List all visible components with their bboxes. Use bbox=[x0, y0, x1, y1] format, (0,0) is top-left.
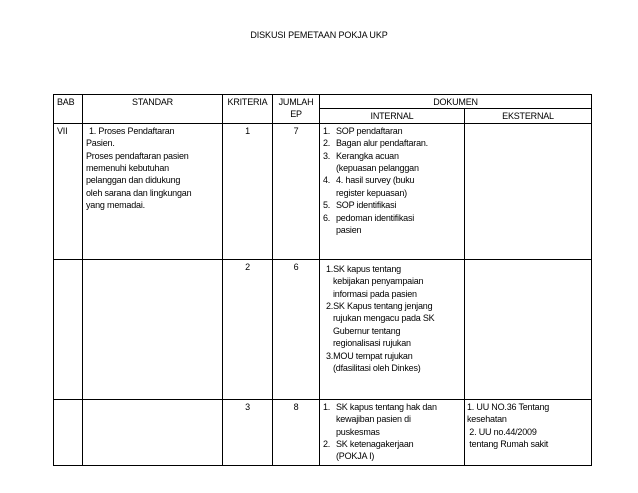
cell-jumlah-ep: 7 bbox=[273, 123, 320, 259]
internal-list bbox=[323, 401, 461, 463]
list-number: 2. bbox=[323, 138, 331, 149]
internal-line: rujukan mengacu pada SK bbox=[333, 313, 435, 324]
list-item bbox=[323, 174, 461, 199]
list-text: 4. hasil survey (buku bbox=[336, 175, 415, 186]
header-standar: STANDAR bbox=[83, 95, 223, 124]
list-number: 6. bbox=[323, 212, 331, 223]
header-bab: BAB bbox=[54, 95, 83, 124]
list-text: SK kapus tentang hak dan bbox=[336, 401, 437, 412]
internal-list bbox=[323, 125, 461, 237]
table-row bbox=[54, 123, 592, 259]
cell-eksternal bbox=[465, 399, 592, 465]
list-text: puskesmas bbox=[336, 426, 380, 437]
header-internal: INTERNAL bbox=[320, 109, 465, 123]
pokja-table bbox=[53, 94, 592, 466]
list-item bbox=[323, 125, 461, 137]
list-number: 5. bbox=[323, 200, 331, 211]
internal-line: Gubernur tentang bbox=[333, 325, 401, 336]
eksternal-line: kesehatan bbox=[467, 414, 507, 425]
cell-standar bbox=[83, 123, 223, 259]
cell-kriteria: 1 bbox=[223, 123, 273, 259]
cell-bab bbox=[54, 259, 83, 399]
cell-internal bbox=[320, 259, 465, 399]
cell-jumlah-ep: 8 bbox=[273, 399, 320, 465]
standar-line: oleh sarana dan lingkungan bbox=[86, 187, 192, 198]
eksternal-line: tentang Rumah sakit bbox=[467, 439, 549, 450]
list-text: pedoman identifikasi bbox=[336, 212, 415, 223]
eksternal-line: 2. UU no.44/2009 bbox=[467, 426, 537, 437]
list-text: Kerangka acuan bbox=[336, 150, 399, 161]
list-text: pasien bbox=[336, 225, 362, 236]
cell-bab: VII bbox=[54, 123, 83, 259]
standar-line: Proses pendaftaran pasien bbox=[86, 150, 189, 161]
cell-eksternal bbox=[465, 123, 592, 259]
header-eksternal: EKSTERNAL bbox=[465, 109, 592, 123]
internal-line: informasi pada pasien bbox=[333, 288, 417, 299]
header-jumlah-line2: EP bbox=[290, 109, 302, 120]
document-title: DISKUSI PEMETAAN POKJA UKP bbox=[250, 30, 388, 40]
list-number: 2. bbox=[323, 439, 331, 450]
list-text: (kepuasan pelanggan bbox=[336, 163, 419, 174]
standar-line: pelanggan dan didukung bbox=[86, 175, 181, 186]
list-text: SK ketenagakerjaan bbox=[336, 439, 414, 450]
list-item bbox=[323, 438, 461, 463]
header-dokumen: DOKUMEN bbox=[320, 95, 592, 109]
header-kriteria: KRITERIA bbox=[223, 95, 273, 124]
header-jumlah-ep bbox=[273, 95, 320, 124]
list-text: SOP pendaftaran bbox=[336, 125, 403, 136]
cell-kriteria: 3 bbox=[223, 399, 273, 465]
internal-line: regionalisasi rujukan bbox=[333, 338, 411, 349]
cell-eksternal bbox=[465, 259, 592, 399]
list-text: (POKJA I) bbox=[336, 451, 375, 462]
table-row bbox=[54, 259, 592, 399]
cell-bab bbox=[54, 399, 83, 465]
table-row bbox=[54, 399, 592, 465]
list-number: 1. bbox=[323, 401, 331, 412]
cell-internal bbox=[320, 123, 465, 259]
list-item bbox=[323, 150, 461, 175]
eksternal-line: 1. UU NO.36 Tentang bbox=[467, 401, 550, 412]
list-item bbox=[323, 212, 461, 237]
list-number: 4. bbox=[323, 175, 331, 186]
standar-line: 1. Proses Pendaftaran bbox=[89, 125, 175, 136]
cell-jumlah-ep: 6 bbox=[273, 259, 320, 399]
standar-line: memenuhi kebutuhan bbox=[86, 163, 169, 174]
cell-standar bbox=[83, 259, 223, 399]
header-row-1 bbox=[54, 95, 592, 109]
list-item bbox=[323, 199, 461, 211]
list-text: Bagan alur pendaftaran. bbox=[336, 138, 428, 149]
list-text: kewajiban pasien di bbox=[336, 414, 411, 425]
internal-line: 2.SK Kapus tentang jenjang bbox=[326, 301, 433, 312]
standar-line: yang memadai. bbox=[86, 200, 145, 211]
list-text: register kepuasan) bbox=[336, 187, 407, 198]
list-text: SOP identifikasi bbox=[336, 200, 397, 211]
internal-line: 3.MOU tempat rujukan bbox=[326, 350, 413, 361]
cell-standar bbox=[83, 399, 223, 465]
cell-kriteria: 2 bbox=[223, 259, 273, 399]
list-number: 1. bbox=[323, 125, 331, 136]
list-item bbox=[323, 137, 461, 149]
internal-line: kebijakan penyampaian bbox=[333, 276, 424, 287]
cell-internal bbox=[320, 399, 465, 465]
list-number: 3. bbox=[323, 150, 331, 161]
standar-line: Pasien. bbox=[86, 138, 115, 149]
list-item bbox=[323, 401, 461, 438]
header-jumlah-line1: JUMLAH bbox=[278, 97, 314, 107]
internal-line: 1.SK kapus tentang bbox=[326, 263, 401, 274]
internal-line: (dfasilitasi oleh Dinkes) bbox=[333, 363, 421, 374]
